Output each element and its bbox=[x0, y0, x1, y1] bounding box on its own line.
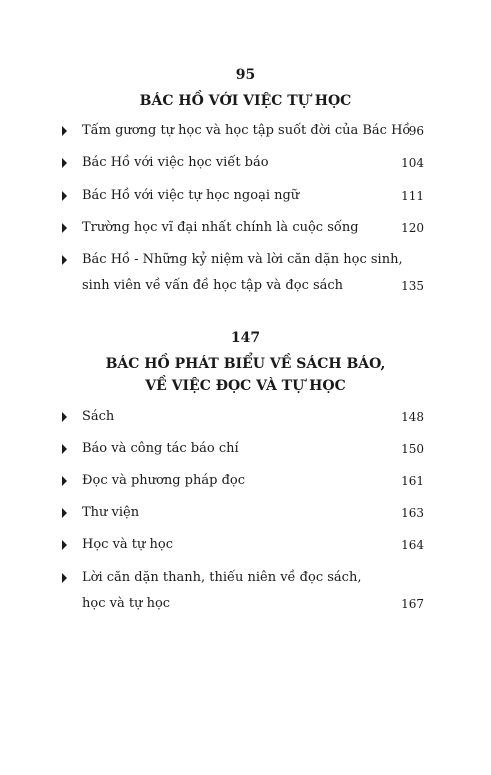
entry-page-number: 150 bbox=[401, 442, 424, 456]
entry-title: Tấm gương tự học và học tập suốt đời của Bác Hồ bbox=[82, 123, 411, 138]
entry-title: Thư viện bbox=[82, 505, 140, 520]
entry-page-number: 111 bbox=[401, 189, 424, 203]
bullet-icon bbox=[62, 255, 67, 265]
entry-title: Đọc và phương pháp đọc bbox=[82, 473, 246, 488]
bullet-icon bbox=[62, 444, 67, 454]
entry-title: Sách bbox=[82, 409, 115, 424]
bullet-icon bbox=[62, 158, 67, 168]
section-title-line: BÁC HỒ VỚI VIỆC TỰ HỌC bbox=[139, 93, 352, 109]
section-title bbox=[0, 90, 491, 112]
toc-entry[interactable] bbox=[62, 247, 424, 299]
section-page-number: 95 bbox=[235, 67, 256, 83]
section-title-line: VỀ VIỆC ĐỌC VÀ TỰ HỌC bbox=[145, 378, 346, 394]
section-title-line: BÁC HỒ PHÁT BIỂU VỀ SÁCH BÁO, bbox=[105, 356, 386, 372]
entry-title: Trường học vĩ đại nhất chính là cuộc sống bbox=[82, 220, 359, 235]
section-title bbox=[0, 353, 491, 397]
entry-title: Bác Hồ với việc học viết báo bbox=[82, 155, 269, 170]
entry-page-number: 161 bbox=[401, 474, 424, 488]
section-heading-2 bbox=[0, 329, 491, 397]
bullet-icon bbox=[62, 191, 67, 201]
entry-page-number: 135 bbox=[401, 279, 424, 293]
entry-page-number: 120 bbox=[401, 221, 424, 235]
entry-title: Báo và công tác báo chí bbox=[82, 441, 239, 456]
entry-title: Bác Hồ - Những kỷ niệm và lời căn dặn học sinh, sinh viên về vấn đề học tập và đọc sách bbox=[82, 252, 403, 293]
toc-entry[interactable] bbox=[62, 565, 424, 617]
entry-page-number: 148 bbox=[401, 410, 424, 424]
bullet-icon bbox=[62, 540, 67, 550]
entry-page-number: 164 bbox=[401, 538, 424, 552]
entry-page-number: 104 bbox=[401, 156, 424, 170]
section-heading-1 bbox=[0, 66, 491, 112]
entry-title: Bác Hồ với việc tự học ngoại ngữ bbox=[82, 188, 300, 203]
entry-title: Lời căn dặn thanh, thiếu niên về đọc sách, học và tự học bbox=[82, 570, 362, 611]
entry-page-number: 163 bbox=[401, 506, 424, 520]
bullet-icon bbox=[62, 573, 67, 583]
bullet-icon bbox=[62, 223, 67, 233]
bullet-icon bbox=[62, 508, 67, 518]
entry-page-number: 96 bbox=[408, 124, 424, 138]
entry-title: Học và tự học bbox=[82, 537, 174, 552]
bullet-icon bbox=[62, 412, 67, 422]
bullet-icon bbox=[62, 126, 67, 136]
entry-page-number: 167 bbox=[401, 597, 424, 611]
bullet-icon bbox=[62, 476, 67, 486]
section-page-number: 147 bbox=[230, 330, 261, 346]
